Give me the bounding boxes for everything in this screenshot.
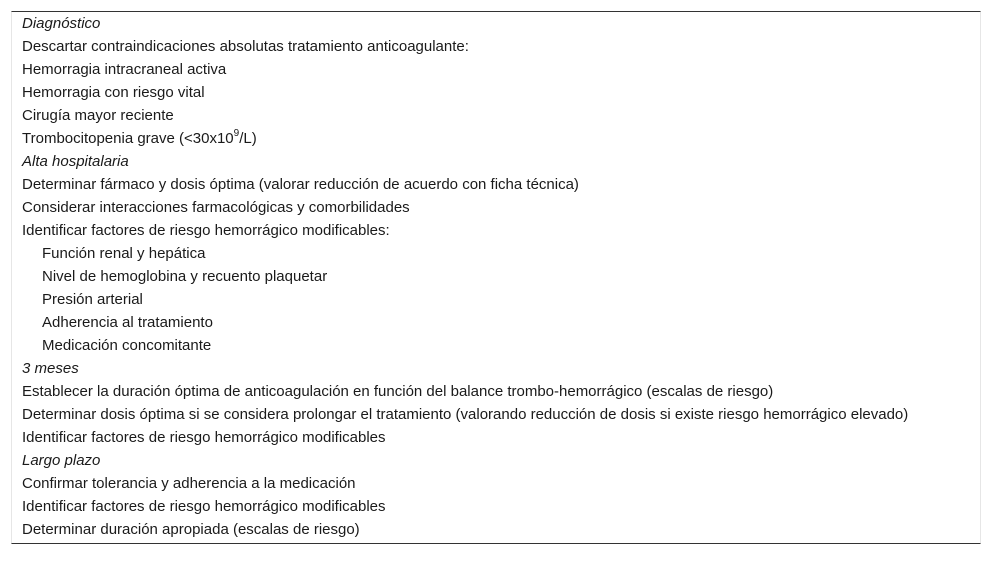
table-row: Identificar factores de riesgo hemorrágico modificables [22,498,386,515]
table-row: Determinar dosis óptima si se considera prolongar el tratamiento (valorando reducción de dosis si existe riesgo hemorrágico elevado) [22,406,909,423]
section-heading: Largo plazo [22,452,101,469]
row-text-suffix: /L) [239,130,257,147]
table-row: Identificar factores de riesgo hemorrágico modificables [22,429,386,446]
section-heading: Diagnóstico [22,15,101,32]
table-row: Cirugía mayor reciente [22,107,174,124]
section-heading: Alta hospitalaria [22,153,129,170]
table-row: Hemorragia con riesgo vital [22,84,205,101]
table-subrow: Presión arterial [42,291,143,308]
protocol-table [11,11,981,544]
table-subrow: Medicación concomitante [42,337,212,354]
table-row: Descartar contraindicaciones absolutas tratamiento anticoagulante: [22,38,469,55]
table-row: Considerar interacciones farmacológicas y comorbilidades [22,199,410,216]
table-row: Confirmar tolerancia y adherencia a la medicación [22,475,356,492]
table-row: Identificar factores de riesgo hemorrágico modificables: [22,222,390,239]
row-text: Trombocitopenia grave (<30x10 [22,130,234,147]
table-subrow: Adherencia al tratamiento [42,314,213,331]
superscript-exponent: 9 [233,128,240,139]
table-row: Determinar duración apropiada (escalas de riesgo) [22,521,360,538]
table-row: Determinar fármaco y dosis óptima (valorar reducción de acuerdo con ficha técnica) [22,176,579,193]
table-row: Establecer la duración óptima de anticoagulación en función del balance trombo-hemorrágico (escalas de riesgo) [22,383,774,400]
table-row: Hemorragia intracraneal activa [22,61,227,78]
table-subrow: Nivel de hemoglobina y recuento plaquetar [42,268,328,285]
section-heading: 3 meses [22,360,79,377]
table-row [12,127,980,150]
table-subrow: Función renal y hepática [42,245,206,262]
